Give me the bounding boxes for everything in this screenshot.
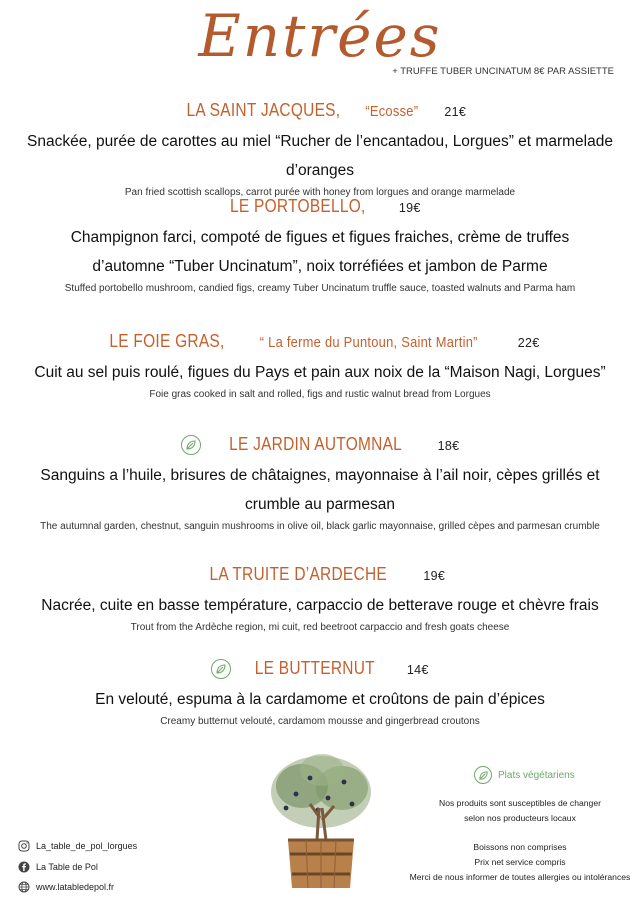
- instagram-link[interactable]: [18, 840, 137, 852]
- sourcing-line: Nos produits sont susceptibles de changer: [439, 798, 601, 808]
- dish-price: 19€: [423, 569, 446, 583]
- dish-translation: Stuffed portobello mushroom, candied figs, creamy Tuber Uncinatum truffle sauce, toasted walnuts and Parma ham: [64, 283, 576, 294]
- dish-name: LA SAINT JACQUES,: [186, 100, 341, 120]
- dish-name: LE JARDIN AUTOMNAL: [228, 434, 402, 454]
- dish-butternut: [0, 658, 640, 727]
- dish-description: En velouté, espuma à la cardamome et croûtons de pain d’épices: [95, 691, 545, 708]
- service-notes: [400, 840, 640, 885]
- instagram-icon: [18, 840, 30, 852]
- dish-portobello: [0, 196, 640, 294]
- instagram-handle: La_table_de_pol_lorgues: [36, 841, 138, 851]
- dish-price: 21€: [444, 105, 467, 119]
- website-link[interactable]: [18, 881, 114, 893]
- dish-price: 18€: [437, 439, 460, 453]
- leaf-icon: [181, 435, 201, 455]
- dish-description: Sanguins a l’huile, brisures de châtaignes, mayonnaise à l’ail noir, cèpes grillés et crumble au parmesan: [40, 467, 600, 513]
- dish-price: 14€: [406, 663, 429, 677]
- vegetarian-legend: [474, 766, 575, 784]
- dish-jardin-automnal: [0, 434, 640, 532]
- olive-tree-illustration: [262, 748, 380, 893]
- dish-name: LE BUTTERNUT: [255, 658, 376, 678]
- leaf-icon: [474, 766, 492, 784]
- dish-translation: Pan fried scottish scallops, carrot purée with honey from lorgues and orange marmelade: [124, 187, 516, 198]
- dish-translation: Creamy butternut velouté, cardamom mousse and gingerbread croutons: [160, 716, 480, 727]
- facebook-link[interactable]: [18, 861, 98, 873]
- dish-price: 22€: [517, 336, 540, 350]
- dish-saint-jacques: [0, 100, 640, 198]
- dish-origin: “ La ferme du Puntoun, Saint Martin”: [260, 334, 479, 351]
- menu-title: Entrées: [198, 2, 442, 70]
- dish-name: LA TRUITE D’ARDECHE: [209, 564, 387, 584]
- dish-translation: The autumnal garden, chestnut, sanguin mushrooms in olive oil, black garlic mayonnaise, grilled cèpes and parmesan crumble: [40, 521, 600, 532]
- facebook-icon: [18, 861, 30, 873]
- dish-description: Cuit au sel puis roulé, figues du Pays et pain aux noix de la “Maison Nagi, Lorgues”: [34, 364, 606, 381]
- globe-icon: [18, 881, 30, 893]
- dish-description: Snackée, purée de carottes au miel “Rucher de l’encantadou, Lorgues” et marmelade d’oranges: [27, 133, 613, 179]
- dish-truite: [0, 564, 640, 633]
- dish-name: LE FOIE GRAS,: [109, 331, 225, 351]
- drinks-note: Boissons non comprises: [473, 842, 567, 852]
- facebook-name: La Table de Pol: [36, 862, 98, 872]
- dish-description: Nacrée, cuite en basse température, carpaccio de betterave rouge et chèvre frais: [41, 597, 599, 614]
- leaf-icon: [211, 659, 231, 679]
- price-note: Prix net service compris: [474, 857, 566, 867]
- dish-price: 19€: [398, 201, 421, 215]
- dish-origin: “Ecosse”: [365, 103, 419, 120]
- sourcing-note: [400, 796, 640, 826]
- sourcing-line: selon nos producteurs locaux: [464, 813, 576, 823]
- vegetarian-label: Plats végétariens: [498, 769, 575, 781]
- dish-translation: Trout from the Ardèche region, mi cuit, red beetroot carpaccio and fresh goats cheese: [130, 622, 510, 633]
- dish-foie-gras: [0, 331, 640, 400]
- dish-translation: Foie gras cooked in salt and rolled, figs and rustic walnut bread from Lorgues: [149, 389, 491, 400]
- dish-name: LE PORTOBELLO,: [230, 196, 366, 216]
- allergy-note: Merci de nous informer de toutes allergies ou intolérances: [409, 872, 631, 882]
- dish-description: Champignon farci, compoté de figues et figues fraiches, crème de truffes d’automne “Tuber Uncinatum”, noix torréfiées et jambon de Parme: [70, 229, 570, 275]
- truffle-supplement: + TRUFFE TUBER UNCINATUM 8€ PAR ASSIETTE: [392, 66, 614, 77]
- website-url: www.latabledepol.fr: [36, 882, 115, 892]
